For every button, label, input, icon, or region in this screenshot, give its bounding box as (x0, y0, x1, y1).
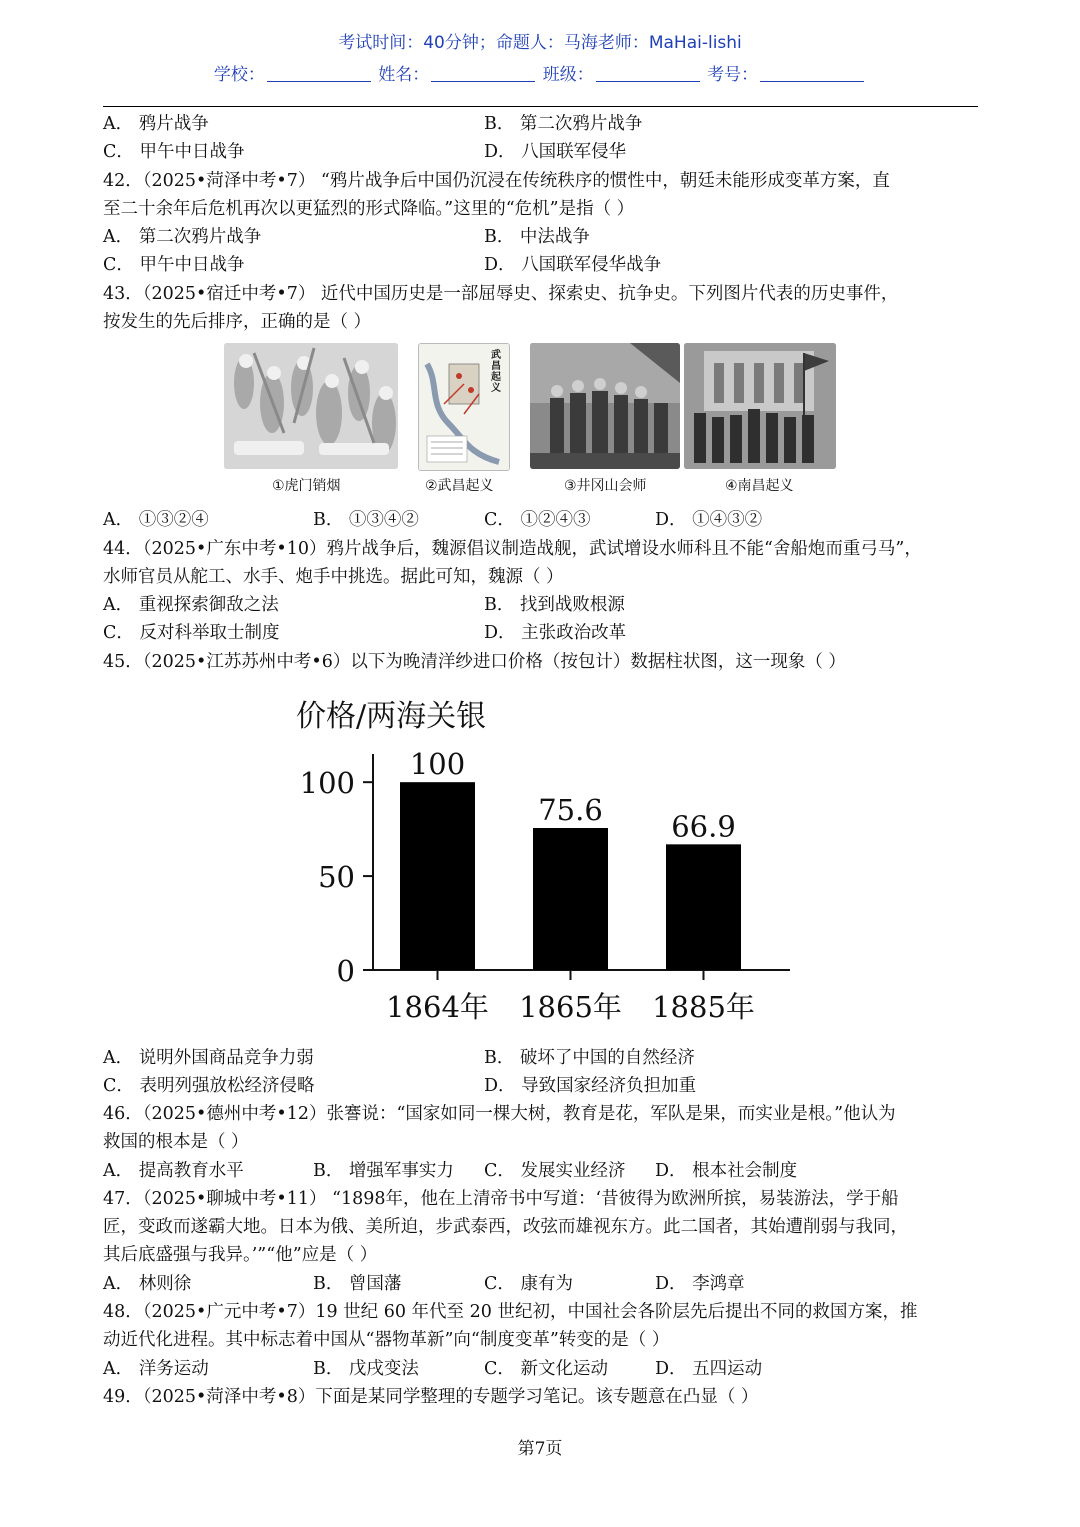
q41-option-b: B． 第二次鸦片战争 (484, 114, 643, 134)
q42-option-a: A． 第二次鸦片战争 (103, 227, 262, 247)
y-tick-label: 100 (299, 766, 355, 801)
q47-option-c: C． 康有为 (484, 1274, 573, 1294)
q46-option-c: C． 发展实业经济 (484, 1161, 626, 1181)
q45-option-b: B． 破坏了中国的自然经济 (484, 1048, 695, 1068)
q48-stem-line2: 动近代化进程。其中标志着中国从“器物革新”向“制度变革”转变的是（ ） (103, 1330, 670, 1350)
q48-stem-line1: 48．（2025•广元中考•7）19 世纪 60 年代至 20 世纪初，中国社会各阶层先后提出不同的救国方案，推 (103, 1302, 918, 1322)
caption-humen: ①虎门销烟 (272, 478, 341, 494)
q48-option-a: A． 洋务运动 (103, 1359, 209, 1379)
q47-stem-line2: 匠，变政而遂霸大地。日本为俄、美所迫，步武泰西，改弦而雄视东方。此二国者，其始遭削弱与我同， (103, 1217, 908, 1237)
q46-option-a: A． 提高教育水平 (103, 1161, 244, 1181)
y-tick-label: 0 (336, 954, 355, 988)
number-blank (760, 67, 864, 82)
q43-option-b: B． ①③④② (313, 510, 419, 530)
class-blank (596, 67, 700, 82)
q47-stem-line3: 其后底盛强与我异。’”“他”应是（ ） (103, 1245, 378, 1265)
school-blank (267, 67, 371, 82)
bar-value-label: 66.9 (671, 809, 736, 844)
q43-stem-line1: 43．（2025•宿迁中考•7） 近代中国历史是一部屈辱史、探索史、抗争史。下列图片代表的历史事件， (103, 284, 899, 304)
q43-photo-strip (224, 343, 836, 471)
q44-stem-line1: 44．（2025•广东中考•10）鸦片战争后，魏源倡议制造战舰，武试增设水师科且不能“舍船炮而重弓马”， (103, 539, 922, 559)
x-tick-label: 1885年 (652, 990, 755, 1024)
q46-stem-line1: 46．（2025•德州中考•12）张謇说：“国家如同一棵大树，教育是花，军队是果，而实业是根。”他认为 (103, 1104, 896, 1124)
q46-stem-line2: 救国的根本是（ ） (103, 1132, 249, 1152)
class-label: 班级： (542, 65, 594, 85)
q42-option-c: C． 甲午中日战争 (103, 255, 245, 275)
q47-option-a: A． 林则徐 (103, 1274, 192, 1294)
q46-option-d: D． 根本社会制度 (655, 1161, 798, 1181)
q41-option-d: D． 八国联军侵华 (484, 142, 627, 162)
bar-value-label: 75.6 (538, 793, 603, 828)
q44-option-c: C． 反对科举取士制度 (103, 623, 280, 643)
q45-option-d: D． 导致国家经济负担加重 (484, 1076, 697, 1096)
map-title: 武昌起义 (491, 350, 501, 394)
jinggangshan-painting-image (530, 343, 680, 469)
q44-stem-line2: 水师官员从舵工、水手、炮手中挑选。据此可知，魏源（ ） (103, 567, 564, 587)
q48-option-d: D． 五四运动 (655, 1359, 763, 1379)
wuchang-map-image (418, 343, 510, 471)
q47-stem-line1: 47．（2025•聊城中考•11） “1898年，他在上清帝书中写道：‘昔彼得为欧洲所摈，易装游法，学于船 (103, 1189, 899, 1209)
name-blank (431, 67, 535, 82)
page-number: 第7页 (517, 1439, 563, 1459)
exam-info-line: 考试时间：40分钟；命题人：马海老师：MaHai-lishi (338, 33, 742, 53)
caption-jinggangshan: ③井冈山会师 (564, 478, 647, 494)
q41-option-c: C． 甲午中日战争 (103, 142, 245, 162)
q45-stem-line1: 45．（2025•江苏苏州中考•6）以下为晚清洋纱进口价格（按包计）数据柱状图，这一现象（ ） (103, 652, 846, 672)
x-tick-label: 1864年 (386, 990, 489, 1024)
q42-stem-line1: 42．（2025•菏泽中考•7） “鸦片战争后中国仍沉浸在传统秩序的惯性中，朝廷未能形成变革方案，直 (103, 171, 890, 191)
humen-relief-image (224, 343, 398, 469)
q43-stem-line2: 按发生的先后排序，正确的是（ ） (103, 312, 372, 332)
nanchang-uprising-image (684, 343, 836, 469)
q44-option-a: A． 重视探索御敌之法 (103, 595, 279, 615)
chart-title: 价格/两海关银 (296, 699, 487, 734)
q42-option-d: D． 八国联军侵华战争 (484, 255, 662, 275)
number-label: 考号： (707, 65, 759, 85)
q48-option-b: B． 戊戌变法 (313, 1359, 419, 1379)
y-tick-label: 50 (318, 860, 355, 895)
bar-value-label: 100 (409, 747, 466, 782)
q47-option-b: B． 曾国藩 (313, 1274, 402, 1294)
q48-option-c: C． 新文化运动 (484, 1359, 608, 1379)
q43-option-d: D． ①④③② (655, 510, 763, 530)
q45-option-c: C． 表明列强放松经济侵略 (103, 1076, 315, 1096)
header-divider (103, 106, 978, 107)
student-info-line (0, 60, 1080, 85)
q45-option-a: A． 说明外国商品竞争力弱 (103, 1048, 314, 1068)
bar-chart-svg (290, 692, 810, 1032)
q41-option-a: A． 鸦片战争 (103, 114, 209, 134)
x-tick-label: 1865年 (519, 990, 622, 1024)
caption-nanchang: ④南昌起义 (725, 478, 794, 494)
q43-option-c: C． ①②④③ (484, 510, 591, 530)
q49-stem-line1: 49．（2025•菏泽中考•8）下面是某同学整理的专题学习笔记。该专题意在凸显（ ） (103, 1387, 759, 1407)
school-label: 学校： (213, 65, 265, 85)
q47-option-d: D． 李鸿章 (655, 1274, 745, 1294)
caption-wuchang: ②武昌起义 (425, 478, 494, 494)
q43-option-a: A． ①③②④ (103, 510, 209, 530)
q44-option-d: D． 主张政治改革 (484, 623, 627, 643)
bar (400, 782, 475, 970)
q46-option-b: B． 增强军事实力 (313, 1161, 454, 1181)
q42-option-b: B． 中法战争 (484, 227, 590, 247)
q44-option-b: B． 找到战败根源 (484, 595, 625, 615)
q42-stem-line2: 至二十余年后危机再次以更猛烈的形式降临。”这里的“危机”是指（ ） (103, 199, 635, 219)
bar (533, 828, 608, 970)
yarn-price-bar-chart (290, 692, 810, 1032)
name-label: 姓名： (378, 65, 430, 85)
bar (666, 844, 741, 970)
